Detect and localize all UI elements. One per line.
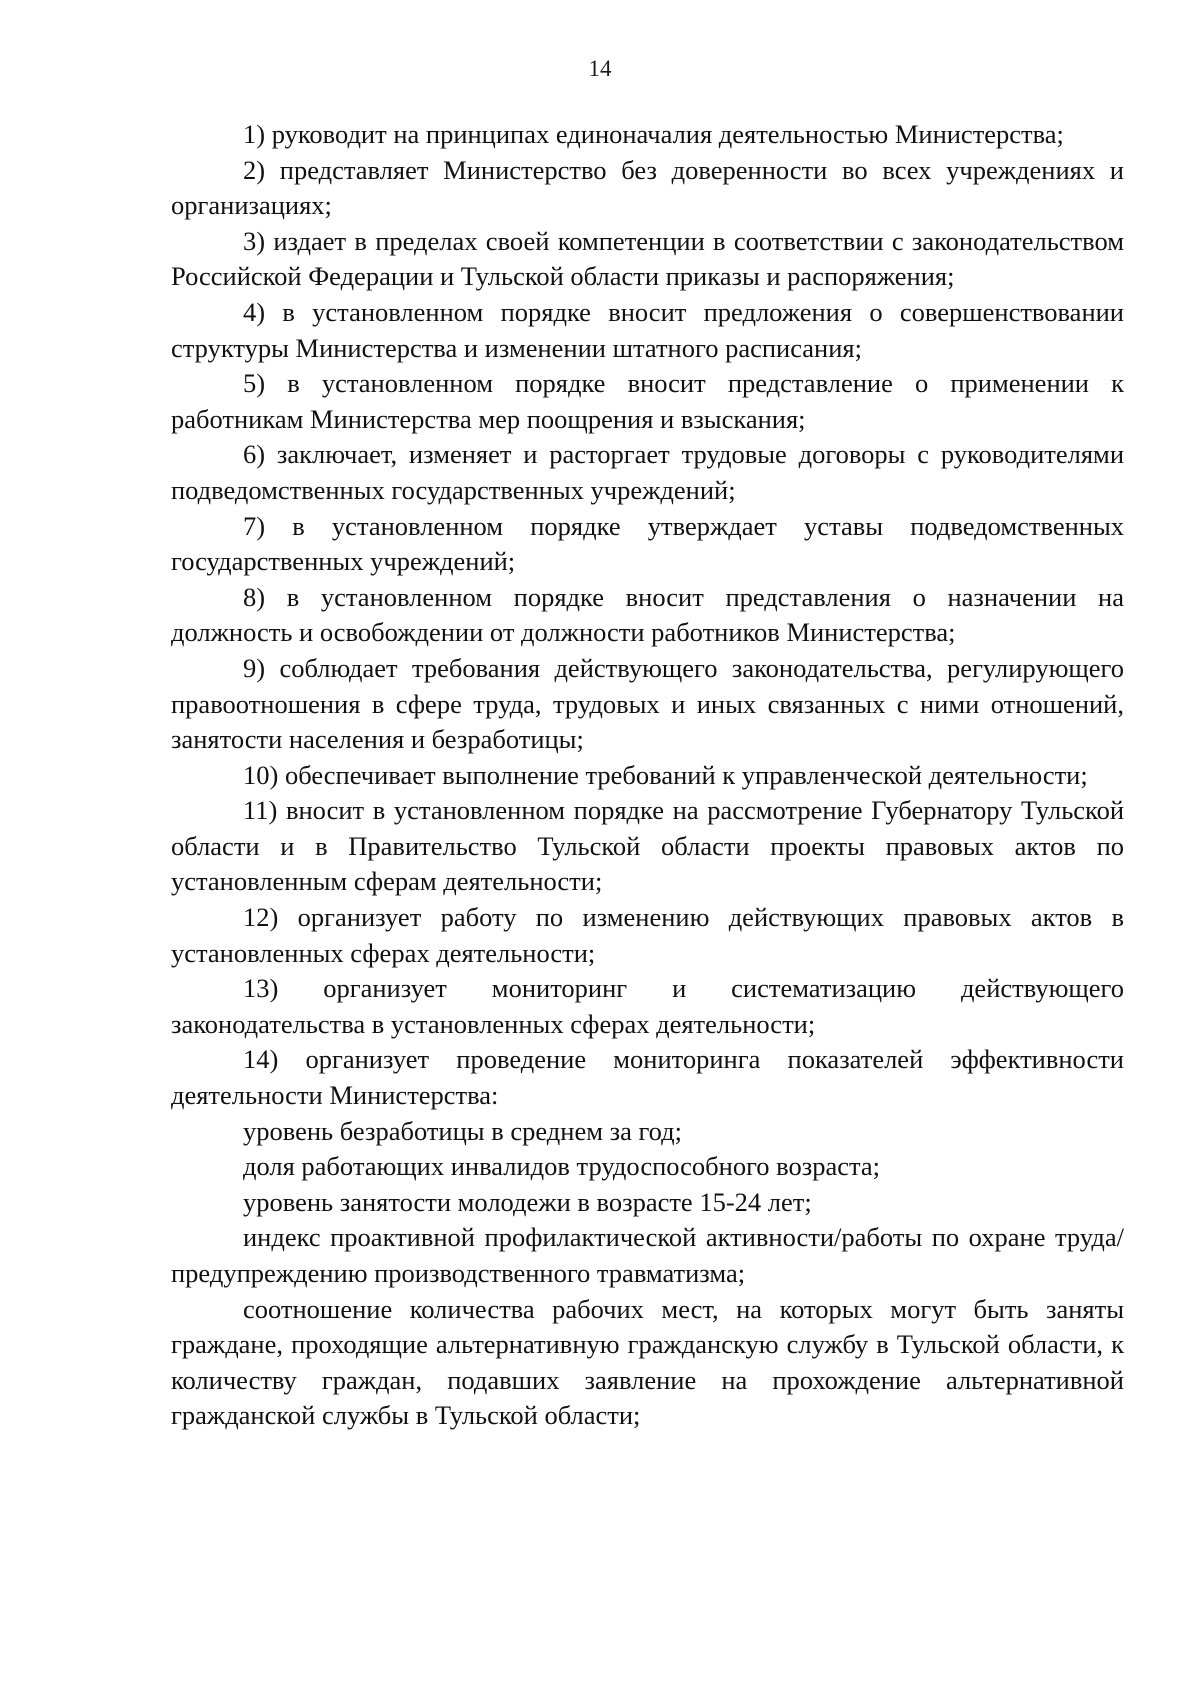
- list-item-13: 13) организует мониторинг и систематизацию действующего законодательства в установленных сферах деятельности;: [171, 973, 1124, 1039]
- indicator-item: соотношение количества рабочих мест, на которых могут быть заняты граждане, проходящие альтернативную гражданскую службу в Тульской области, к количеству граждан, подавших заявление на прохождение альтернативной гражданской службы в Тульской области;: [171, 1293, 1124, 1431]
- list-item-3: 3) издает в пределах своей компетенции в соответствии с законодательством Российской Федерации и Тульской области приказы и распоряжения;: [171, 225, 1124, 292]
- list-item-11: 11) вносит в установленном порядке на рассмотрение Губернатору Тульской области и в Правительство Тульской области проекты правовых актов по установленным сферам деятельности;: [171, 795, 1124, 897]
- list-item-6: 6) заключает, изменяет и расторгает трудовые договоры с руководителями подведомственных государственных учреждений;: [171, 439, 1124, 505]
- indicator-item: доля работающих инвалидов трудоспособного возраста;: [243, 1151, 881, 1182]
- list-item-1: 1) руководит на принципах единоначалия деятельностью Министерства;: [243, 119, 1064, 149]
- list-item-7: 7) в установленном порядке утверждает уставы подведомственных государственных учреждений;: [171, 510, 1124, 577]
- list-item-2: 2) представляет Министерство без доверенности во всех учреждениях и организациях;: [171, 154, 1124, 221]
- list-item-9: 9) соблюдает требования действующего законодательства, регулирующего правоотношения в сфере труда, трудовых и иных связанных с ними отношений, занятости населения и безработицы;: [171, 652, 1124, 755]
- indicator-item: уровень занятости молодежи в возрасте 15-24 лет;: [243, 1186, 812, 1217]
- indicator-item: индекс проактивной профилактической активности/работы по охране труда/предупреждению производственного травматизма;: [171, 1222, 1124, 1288]
- list-item-12: 12) организует работу по изменению действующих правовых актов в установленных сферах деятельности;: [171, 902, 1124, 968]
- document-body: [171, 117, 1124, 1434]
- indicator-item: уровень безработицы в среднем за год;: [243, 1115, 682, 1146]
- page-number: 14: [588, 56, 612, 81]
- list-item-14: 14) организует проведение мониторинга показателей эффективности деятельности Министерства:: [171, 1044, 1124, 1111]
- list-item-10: 10) обеспечивает выполнение требований к управленческой деятельности;: [243, 759, 1088, 790]
- list-item-4: 4) в установленном порядке вносит предложения о совершенствовании структуры Министерства и изменении штатного расписания;: [171, 296, 1124, 363]
- list-item-8: 8) в установленном порядке вносит представления о назначении на должность и освобождении от должности работников Министерства;: [171, 581, 1124, 648]
- list-item-5: 5) в установленном порядке вносит представление о применении к работникам Министерства мер поощрения и взыскания;: [171, 368, 1124, 434]
